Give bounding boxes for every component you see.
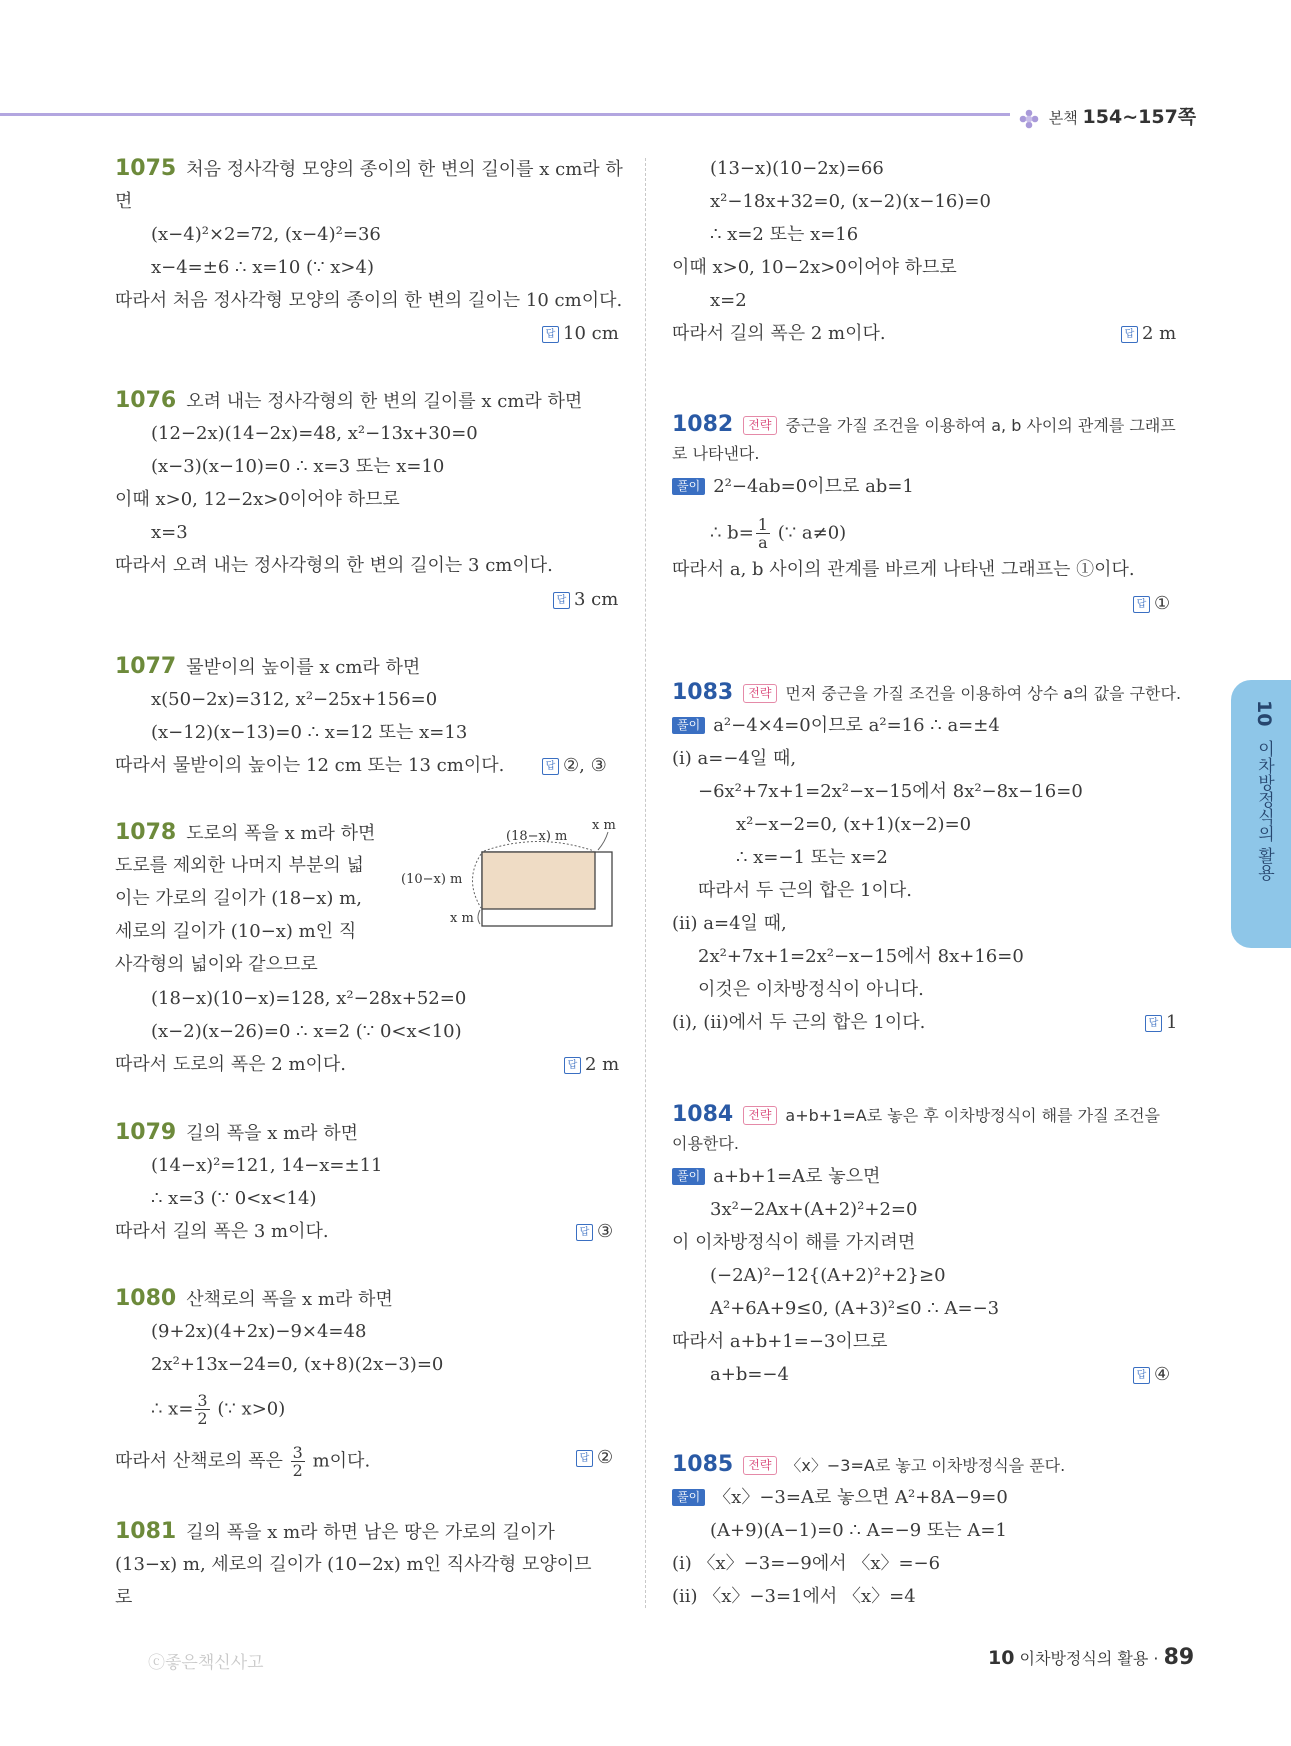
problem-number: 1077 — [115, 654, 177, 679]
problem-1076-line-2: (12−2x)(14−2x)=48, x²−13x+30=0 — [151, 423, 478, 444]
answer-icon: 답 — [542, 758, 559, 775]
answer-icon: 답 — [1145, 1015, 1162, 1032]
problem-1081-line-2: (13−x) m, 세로의 길이가 (10−2x) m인 직사각형 모양이므 — [115, 1554, 592, 1575]
problem-1078-line-3: 이는 가로의 길이가 (18−x) m, — [115, 888, 362, 909]
problem-1078-line-7: (x−2)(x−26)=0 ∴ x=2 (∵ 0<x<10) — [151, 1021, 462, 1042]
problem-number: 1085 — [672, 1452, 734, 1477]
problem-1083-line-8: (ⅱ) a=4일 때, — [672, 913, 787, 934]
problem-1083-line-3: (ⅰ) a=−4일 때, — [672, 748, 797, 769]
problem-1078-line-8: 따라서 도로의 폭은 2 m이다. — [115, 1054, 347, 1075]
copyright-text: ⓒ좋은책신사고 — [148, 1653, 264, 1673]
fraction: $\frac{3}{2}$ — [292, 1443, 303, 1480]
problem-1075-line-5: 따라서 처음 정사각형 모양의 종이의 한 변의 길이는 10 cm이다. — [115, 290, 623, 311]
problem-1084-line-8: a+b=−4 — [710, 1364, 789, 1385]
problem-1083-line-9: 2x²+7x+1=2x²−x−15에서 8x+16=0 — [698, 946, 1024, 967]
problem-1082-line-4: 따라서 a, b 사이의 관계를 바르게 나타낸 그래프는 ①이다. — [672, 559, 1135, 580]
problem-1075-line-1: 1075 처음 정사각형 모양의 종이의 한 변의 길이를 x cm라 하 — [115, 156, 623, 181]
problem-1078-line-1: 1078 도로의 폭을 x m라 하면 — [115, 820, 376, 845]
strategy-badge: 전략 — [743, 684, 777, 703]
figure-label-left: (10−x) m — [401, 872, 463, 887]
problem-1081-cont-line-6: 따라서 길의 폭은 2 m이다. — [672, 323, 886, 344]
problem-1081-cont-line-2: x²−18x+32=0, (x−2)(x−16)=0 — [710, 191, 991, 212]
problem-1084-line-5: (−2A)²−12{(A+2)²+2}≥0 — [710, 1265, 946, 1286]
answer-1075: 답 10 cm — [542, 322, 619, 346]
problem-1082-strategy-cont: 로 나타낸다. — [672, 444, 760, 463]
answer-1084: 답 ④ — [1133, 1363, 1170, 1387]
problem-1081-cont-line-5: x=2 — [710, 290, 747, 311]
problem-1080-line-5: 따라서 산책로의 폭은 $\frac{3}{2}$ m이다. — [115, 1443, 371, 1480]
problem-1083-line-1: 1083 전략 먼저 중근을 가질 조건을 이용하여 상수 a의 값을 구한다. — [672, 680, 1182, 705]
problem-1079-line-4: 따라서 길의 폭은 3 m이다. — [115, 1221, 329, 1242]
footer-separator: · — [1153, 1649, 1159, 1668]
strategy-badge: 전략 — [743, 1456, 777, 1475]
problem-1077-line-1: 1077 물받이의 높이를 x cm라 하면 — [115, 654, 421, 679]
problem-1080-line-2: (9+2x)(4+2x)−9×4=48 — [151, 1321, 367, 1342]
problem-1081-cont-line-3: ∴ x=2 또는 x=16 — [710, 224, 859, 245]
strategy-badge: 전략 — [743, 416, 777, 435]
solution-badge: 풀이 — [672, 478, 705, 495]
flower-icon — [1018, 108, 1040, 130]
problem-1078-line-2: 도로를 제외한 나머지 부분의 넓 — [115, 855, 364, 876]
problem-1078-line-5: 사각형의 넓이와 같으므로 — [115, 954, 318, 975]
problem-1078-line-4: 세로의 길이가 (10−x) m인 직 — [115, 921, 357, 942]
fraction: $\frac{1}{a}$ — [757, 515, 768, 552]
answer-icon: 답 — [553, 592, 570, 609]
answer-1078: 답 2 m — [564, 1053, 619, 1077]
answer-icon: 답 — [564, 1057, 581, 1074]
answer-icon: 답 — [542, 326, 559, 343]
problem-1084-line-4: 이 이차방정식이 해를 가지려면 — [672, 1232, 916, 1253]
problem-1083-line-10: 이것은 이차방정식이 아니다. — [698, 979, 924, 1000]
answer-icon: 답 — [576, 1224, 593, 1241]
solution-badge: 풀이 — [672, 1168, 705, 1185]
problem-1080-line-3: 2x²+13x−24=0, (x+8)(2x−3)=0 — [151, 1354, 444, 1375]
problem-number: 1084 — [672, 1102, 734, 1127]
figure-label-top: (18−x) m — [506, 829, 568, 844]
answer-1082: 답 ① — [1133, 592, 1170, 616]
answer-1083: 답 1 — [1145, 1011, 1177, 1035]
answer-1080: 답 ② — [576, 1446, 613, 1470]
road-figure — [398, 818, 620, 930]
problem-1075-line-3: (x−4)²×2=72, (x−4)²=36 — [151, 224, 381, 245]
problem-1079-line-2: (14−x)²=121, 14−x=±11 — [151, 1155, 383, 1176]
problem-1084-line-7: 따라서 a+b+1=−3이므로 — [672, 1331, 888, 1352]
problem-1085-line-4: (ⅰ) 〈x〉−3=−9에서 〈x〉=−6 — [672, 1553, 941, 1574]
problem-1085-line-1: 1085 전략 〈x〉−3=A로 놓고 이차방정식을 푼다. — [672, 1452, 1066, 1477]
problem-1084-line-2: 풀이 a+b+1=A로 놓으면 — [672, 1165, 880, 1189]
problem-number: 1075 — [115, 156, 177, 181]
problem-1083-line-4: −6x²+7x+1=2x²−x−15에서 8x²−8x−16=0 — [698, 781, 1083, 802]
problem-1083-line-11: (ⅰ), (ⅱ)에서 두 근의 합은 1이다. — [672, 1012, 926, 1033]
side-tab-number: 10 — [1253, 700, 1275, 727]
problem-1076-line-6: 따라서 오려 내는 정사각형의 한 변의 길이는 3 cm이다. — [115, 555, 553, 576]
problem-1083-line-7: 따라서 두 근의 합은 1이다. — [698, 880, 912, 901]
problem-1077-line-3: (x−12)(x−13)=0 ∴ x=12 또는 x=13 — [151, 722, 468, 743]
problem-1084-line-6: A²+6A+9≤0, (A+3)²≤0 ∴ A=−3 — [710, 1298, 1000, 1319]
problem-1085-line-3: (A+9)(A−1)=0 ∴ A=−9 또는 A=1 — [710, 1520, 1007, 1541]
solution-badge: 풀이 — [672, 1489, 705, 1506]
answer-icon: 답 — [576, 1450, 593, 1467]
problem-1076-line-4: 이때 x>0, 12−2x>0이어야 하므로 — [115, 489, 400, 510]
page-number: 89 — [1163, 1645, 1195, 1670]
problem-1079-line-3: ∴ x=3 (∵ 0<x<14) — [151, 1188, 317, 1209]
problem-1082-line-1: 1082 전략 중근을 가질 조건을 이용하여 a, b 사이의 관계를 그래프 — [672, 412, 1176, 437]
problem-number: 1081 — [115, 1519, 177, 1544]
problem-1082-line-3: ∴ b= $\frac{1}{a}$ (∵ a≠0) — [710, 515, 847, 552]
figure-label-bottom: x m — [450, 911, 474, 926]
problem-1081-cont-line-4: 이때 x>0, 10−2x>0이어야 하므로 — [672, 257, 957, 278]
problem-1077-line-2: x(50−2x)=312, x²−25x+156=0 — [151, 689, 438, 710]
page-footer — [988, 1645, 1194, 1670]
problem-1076-line-1: 1076 오려 내는 정사각형의 한 변의 길이를 x cm라 하면 — [115, 388, 583, 413]
footer-chapter-title: 이차방정식의 활용 — [1019, 1649, 1149, 1668]
problem-1083-line-6: ∴ x=−1 또는 x=2 — [736, 847, 888, 868]
side-tab-title: 이차방정식의 활용 — [1254, 739, 1274, 882]
page-range: 154~157쪽 — [1082, 106, 1197, 128]
problem-number: 1083 — [672, 680, 734, 705]
problem-1080-line-1: 1080 산책로의 폭을 x m라 하면 — [115, 1286, 393, 1311]
problem-1084-line-1: 1084 전략 a+b+1=A로 놓은 후 이차방정식이 해를 가질 조건을 — [672, 1102, 1160, 1127]
strategy-badge: 전략 — [743, 1106, 777, 1125]
problem-number: 1079 — [115, 1120, 177, 1145]
problem-number: 1078 — [115, 820, 177, 845]
answer-icon: 답 — [1133, 1367, 1150, 1384]
problem-1085-line-2: 풀이 〈x〉−3=A로 놓으면 A²+8A−9=0 — [672, 1486, 1008, 1510]
column-divider — [645, 158, 646, 1608]
page-reference — [1018, 102, 1196, 130]
problem-1081-line-3: 로 — [115, 1587, 133, 1608]
answer-1076: 답 3 cm — [553, 588, 618, 612]
answer-1077: 답 ②, ③ — [542, 754, 607, 778]
problem-1083-line-5: x²−x−2=0, (x+1)(x−2)=0 — [736, 814, 972, 835]
solution-badge: 풀이 — [672, 717, 705, 734]
book-label: 본책 — [1048, 109, 1078, 127]
answer-icon: 답 — [1133, 596, 1150, 613]
header-rule — [0, 113, 1010, 116]
problem-1081-line-1: 1081 길의 폭을 x m라 하면 남은 땅은 가로의 길이가 — [115, 1519, 555, 1544]
problem-1078-line-6: (18−x)(10−x)=128, x²−28x+52=0 — [151, 988, 467, 1009]
problem-1084-strategy-cont: 이용한다. — [672, 1134, 739, 1153]
problem-1076-line-5: x=3 — [151, 522, 188, 543]
problem-number: 1076 — [115, 388, 177, 413]
problem-1077-line-4: 따라서 물받이의 높이는 12 cm 또는 13 cm이다. — [115, 755, 505, 776]
problem-1084-line-3: 3x²−2Ax+(A+2)²+2=0 — [710, 1199, 918, 1220]
footer-chapter-number: 10 — [988, 1647, 1015, 1669]
answer-1081: 답 2 m — [1121, 322, 1176, 346]
problem-1082-line-2: 풀이 2²−4ab=0이므로 ab=1 — [672, 475, 914, 499]
problem-1085-line-5: (ⅱ) 〈x〉−3=1에서 〈x〉=4 — [672, 1586, 916, 1607]
chapter-side-tab-label — [1252, 700, 1277, 881]
answer-icon: 답 — [1121, 326, 1138, 343]
problem-1075-line-2: 면 — [115, 191, 133, 212]
problem-1075-line-4: x−4=±6 ∴ x=10 (∵ x>4) — [151, 257, 374, 278]
problem-1080-line-4: ∴ x= $\frac{3}{2}$ (∵ x>0) — [151, 1391, 286, 1428]
problem-1083-line-2: 풀이 a²−4×4=0이므로 a²=16 ∴ a=±4 — [672, 714, 1000, 738]
problem-1081-cont-line-1: (13−x)(10−2x)=66 — [710, 158, 884, 179]
problem-1079-line-1: 1079 길의 폭을 x m라 하면 — [115, 1120, 359, 1145]
fraction: $\frac{3}{2}$ — [197, 1391, 208, 1428]
problem-number: 1080 — [115, 1286, 177, 1311]
figure-label-right: x m — [592, 818, 616, 833]
answer-1079: 답 ③ — [576, 1220, 613, 1244]
problem-1076-line-3: (x−3)(x−10)=0 ∴ x=3 또는 x=10 — [151, 456, 445, 477]
problem-number: 1082 — [672, 412, 734, 437]
